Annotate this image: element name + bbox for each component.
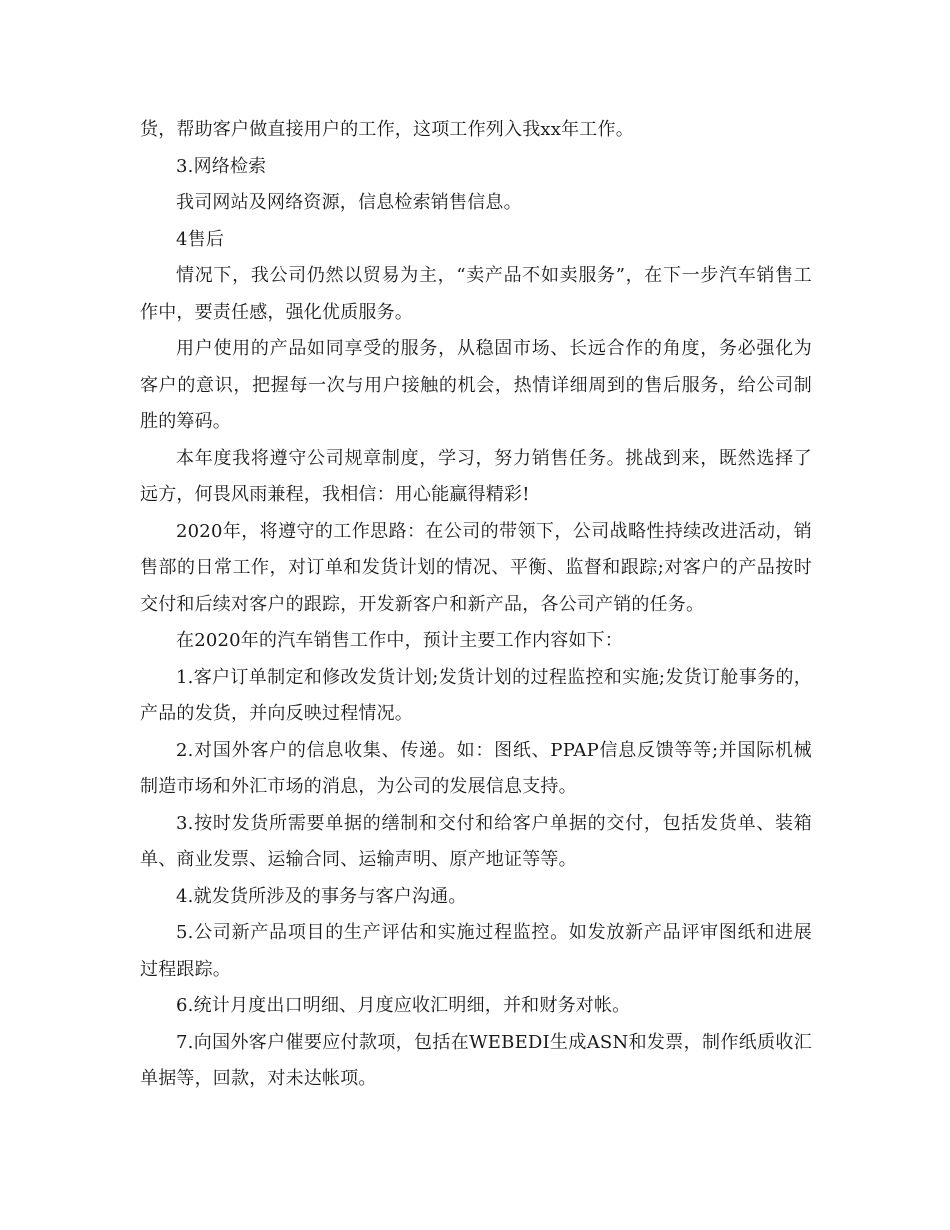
paragraph: 在2020年的汽车销售工作中，预计主要工作内容如下：	[176, 630, 624, 651]
section-heading-web-search: 3.网络检索	[176, 155, 267, 177]
document-body	[140, 112, 812, 1098]
list-item: 2.对国外客户的信息收集、传递。如：图纸、PPAP信息反馈等等;并国际机械制造市场和外汇市场的消息，为公司的发展信息支持。	[140, 739, 812, 797]
list-item: 7.向国外客户催要应付款项，包括在WEBEDI生成ASN和发票，制作纸质收汇单据等，回款，对未达帐项。	[140, 1031, 812, 1089]
list-item: 4.就发货所涉及的事务与客户沟通。	[176, 885, 467, 907]
section-heading-after-sales: 4售后	[176, 228, 225, 250]
paragraph: 我司网站及网络资源，信息检索销售信息。	[176, 192, 522, 213]
paragraph: 2020年，将遵守的工作思路：在公司的带领下，公司战略性持续改进活动，销售部的日常工作，对订单和发货计划的情况、平衡、监督和跟踪;对客户的产品按时交付和后续对客户的跟踪，开发新客户和新产品，各公司产销的任务。	[140, 520, 812, 615]
paragraph: 情况下，我公司仍然以贸易为主，“卖产品不如卖服务”，在下一步汽车销售工作中，要责任感，强化优质服务。	[140, 265, 812, 323]
list-item: 5.公司新产品项目的生产评估和实施过程监控。如发放新产品评审图纸和进展过程跟踪。	[140, 922, 812, 980]
list-item: 1.客户订单制定和修改发货计划;发货计划的过程监控和实施;发货订舱事务的，产品的发货，并向反映过程情况。	[140, 666, 812, 724]
list-item: 3.按时发货所需要单据的缮制和交付和给客户单据的交付，包括发货单、装箱单、商业发票、运输合同、运输声明、原产地证等等。	[140, 812, 812, 870]
paragraph: 本年度我将遵守公司规章制度，学习，努力销售任务。挑战到来，既然选择了远方，何畏风雨兼程，我相信：用心能赢得精彩!	[140, 447, 812, 505]
list-item: 6.统计月度出口明细、月度应收汇明细，并和财务对帐。	[176, 995, 631, 1016]
paragraph-continuation: 货，帮助客户做直接用户的工作，这项工作列入我xx年工作。	[140, 119, 634, 140]
paragraph: 用户使用的产品如同享受的服务，从稳固市场、长远合作的角度，务必强化为客户的意识，把握每一次与用户接触的机会，热情详细周到的售后服务，给公司制胜的筹码。	[140, 338, 812, 432]
